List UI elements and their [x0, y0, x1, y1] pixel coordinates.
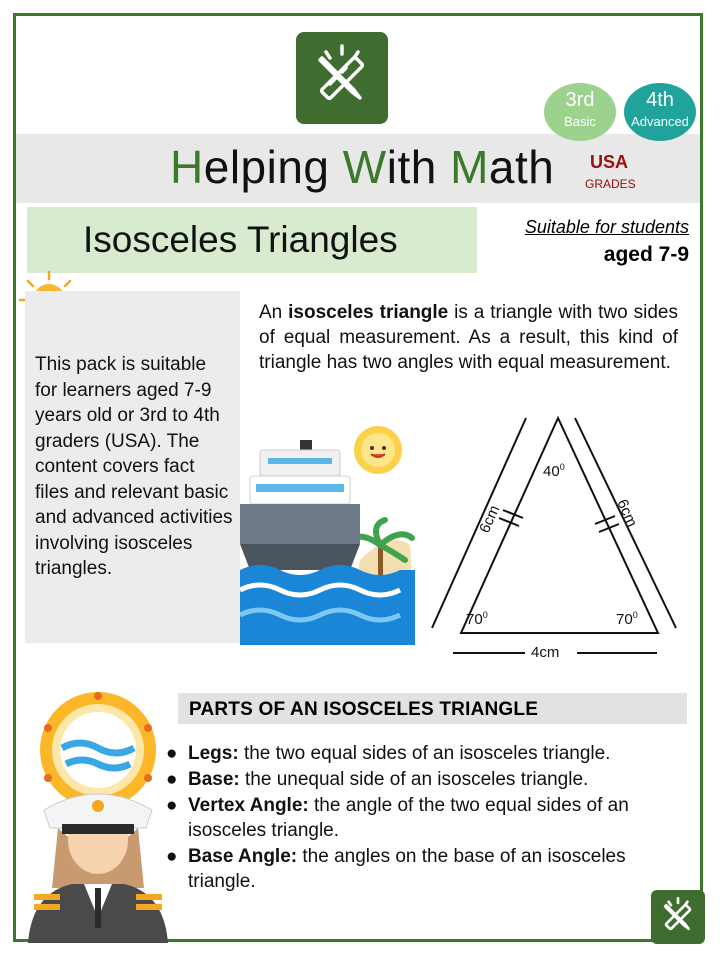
bullet: ●	[166, 769, 178, 790]
parts-list	[164, 741, 684, 895]
grade-badge-4th	[624, 83, 696, 141]
logo	[296, 32, 388, 124]
pencil-ruler-icon	[651, 890, 705, 944]
captain-illustration	[18, 688, 178, 943]
bullet: ●	[166, 743, 178, 764]
part-description: the angle of the two equal sides of an isosceles triangle.	[188, 795, 629, 841]
brand-letter-h: H	[170, 141, 204, 193]
intro-paragraph	[259, 300, 678, 375]
part-description: the unequal side of an isosceles triangle.	[239, 769, 589, 790]
grade-badge-number: 3rd	[565, 89, 595, 111]
bullet: ●	[166, 795, 178, 816]
right-side-length-label: 6cm	[613, 496, 641, 530]
left-base-angle-label: $70^0$	[466, 610, 488, 628]
intro-pre: An	[259, 302, 289, 323]
brand-letter-m: M	[450, 141, 489, 193]
list-item	[164, 793, 684, 843]
part-term: Legs:	[188, 743, 239, 764]
parts-heading: PARTS OF AN ISOSCELES TRIANGLE	[189, 699, 539, 720]
vertex-angle-label: $40^0$	[543, 462, 565, 480]
part-term: Base Angle:	[188, 846, 298, 867]
grade-badge-number: 4th	[646, 89, 674, 111]
bullet: ●	[166, 846, 178, 867]
intro-post: is a triangle with two sides of equal measurement. As a result, this kind of triangle has two angles with equal measurement.	[259, 302, 678, 373]
grade-badge-3rd	[544, 83, 616, 141]
age-range: aged 7-9	[603, 243, 689, 266]
brand-text-1: elping	[203, 141, 343, 193]
right-base-angle-label: $70^0$	[616, 610, 638, 628]
list-item	[164, 844, 684, 894]
brand-text-3: ath	[488, 141, 555, 193]
part-description: the angles on the base of an isosceles triangle.	[188, 846, 626, 892]
part-term: Vertex Angle:	[188, 795, 309, 816]
pencil-ruler-icon	[296, 32, 388, 124]
logo-small	[651, 890, 705, 944]
right-tick-2	[599, 524, 619, 532]
brand-title	[170, 140, 554, 194]
part-term: Base:	[188, 769, 240, 790]
brand-letter-w: W	[342, 141, 387, 193]
grade-badge-level: Advanced	[631, 114, 689, 129]
grades-label: GRADES	[585, 177, 636, 191]
list-item	[164, 767, 684, 792]
part-description: the two equal sides of an isosceles triangle.	[238, 743, 611, 764]
intro-term: isosceles triangle	[288, 302, 449, 323]
grade-badge-level: Basic	[564, 114, 596, 129]
left-side-length-label: 6cm	[476, 502, 504, 536]
info-panel-text: This pack is suitable for learners aged 7-9 years old or 3rd to 4th graders (USA). The content covers fact files and relevant basic and advanced activities involving isosceles triangles.	[35, 354, 233, 579]
sun-icon	[350, 422, 406, 478]
suitable-label: Suitable for students	[524, 217, 689, 237]
isosceles-triangle-diagram	[425, 410, 695, 665]
list-item	[164, 741, 684, 766]
country-label: USA	[590, 152, 629, 172]
brand-text-2: ith	[386, 141, 451, 193]
base-length-label: 4cm	[531, 644, 560, 661]
page-title: Isosceles Triangles	[83, 219, 398, 260]
